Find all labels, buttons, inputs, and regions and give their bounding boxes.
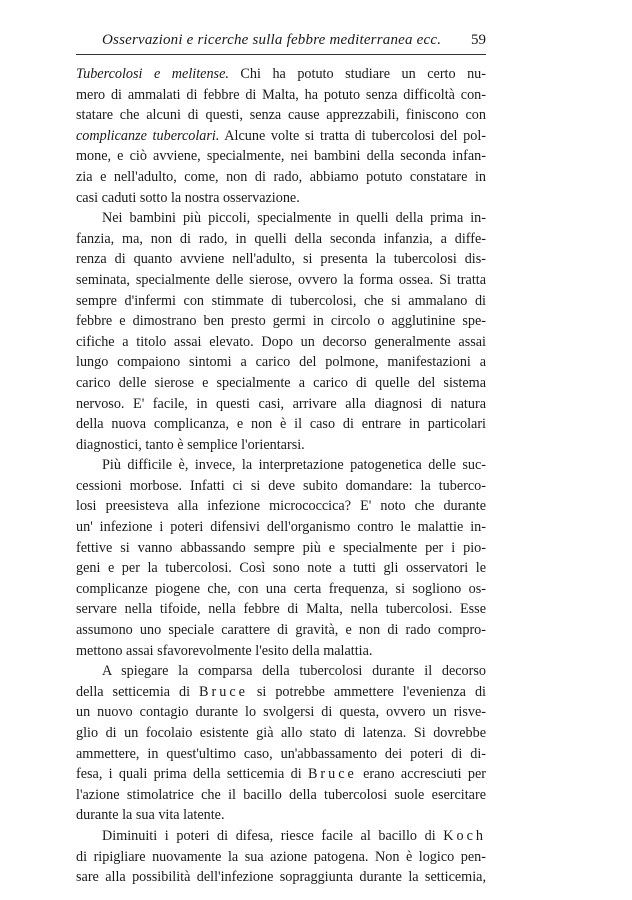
text-line	[76, 496, 486, 517]
text-run: A spiegare la comparsa della tubercolosi durante il decorso	[102, 663, 486, 680]
italic-run: complicanze tubercolari.	[76, 127, 220, 144]
page-number: 59	[471, 32, 486, 48]
paragraph	[76, 661, 486, 826]
text-line	[76, 85, 486, 106]
text-line	[76, 826, 486, 847]
text-run: si potrebbe ammettere l'evenienza di	[247, 683, 486, 700]
text-run: un nuovo contagio durante lo svolgersi di questa, ovvero un risve-	[76, 704, 486, 721]
text-run: assumono uno speciale carattere di gravità, e non di rado compro-	[76, 622, 486, 639]
spaced-name: Bruce	[199, 683, 248, 700]
text-run: un' infezione i poteri difensivi dell'organismo contro le malattie in-	[76, 519, 486, 536]
text-line	[76, 847, 486, 868]
paragraph	[76, 826, 486, 888]
text-line	[76, 105, 486, 126]
text-line	[76, 208, 486, 229]
running-title: Osservazioni e ricerche sulla febbre mediterranea ecc.	[102, 32, 442, 48]
text-run: lungo compaiono sintomi a carico del polmone, manifestazioni a	[76, 354, 486, 371]
text-line	[76, 435, 486, 456]
text-run: carico delle sierose e specialmente a carico di quelle del sistema	[76, 374, 486, 391]
text-run: zia e nell'adulto, come, non di rado, abbiamo potuto constatare in	[76, 168, 486, 185]
text-run: fesa, i quali prima della setticemia di	[76, 766, 308, 783]
text-line	[76, 744, 486, 765]
text-run: sare alla possibilità dell'infezione sopraggiunta durante la setticemia,	[76, 869, 486, 886]
text-line	[76, 517, 486, 538]
text-run: fanzia, ma, non di rado, in quelli della seconda infanzia, a diffe-	[76, 230, 486, 247]
text-run: mero di ammalati di febbre di Malta, ha potuto senza difficoltà con-	[76, 86, 486, 103]
text-run: sempre d'infermi con stimmate di tubercolosi, che si ammalano di	[76, 292, 486, 309]
text-line	[76, 455, 486, 476]
spaced-name: Koch	[443, 827, 486, 844]
text-line	[76, 146, 486, 167]
text-line	[76, 579, 486, 600]
text-line	[76, 167, 486, 188]
text-run: casi caduti sotto la nostra osservazione.	[76, 189, 300, 206]
text-line	[76, 229, 486, 250]
text-line	[76, 682, 486, 703]
text-run: diagnostici, tanto è semplice l'orientarsi.	[76, 436, 305, 453]
text-run: Chi ha potuto studiare un certo nu-	[228, 66, 486, 82]
text-line	[76, 785, 486, 806]
text-line	[76, 291, 486, 312]
italic-run: Tubercolosi e melitense.	[76, 66, 229, 82]
text-run: ammettere, in quest'ultimo caso, un'abbassamento dei poteri di di-	[76, 745, 486, 762]
text-run: glio di un focolaio esistente già allo stato di latenza. Si dovrebbe	[76, 725, 486, 741]
text-line	[76, 764, 486, 785]
text-line	[76, 476, 486, 497]
text-run: complicanze piogene che, con una certa frequenza, si sogliono os-	[76, 580, 486, 597]
text-line	[76, 352, 486, 373]
text-run: erano accresciuti per	[356, 766, 486, 783]
text-run: mone, e ciò avviene, specialmente, nei bambini della seconda infan-	[76, 148, 486, 165]
text-line	[76, 599, 486, 620]
text-run: seminata, specialmente delle sierose, ovvero la forma ossea. Si tratta	[76, 271, 486, 288]
header-rule	[76, 54, 486, 55]
text-line	[76, 723, 486, 744]
text-run: Diminuiti i poteri di difesa, riesce facile al bacillo di	[102, 827, 444, 844]
text-run: mettono assai sfavorevolmente l'esito della malattia.	[76, 642, 373, 659]
body-text	[76, 64, 486, 888]
text-run: cessioni morbose. Infatti ci si deve subito domandare: la tuberco-	[76, 477, 486, 494]
text-run: Alcune volte si tratta di tubercolosi del pol-	[219, 127, 486, 144]
text-line	[76, 538, 486, 559]
text-line	[76, 126, 486, 147]
text-run: nervoso. E' facile, in questi casi, arrivare alla diagnosi di natura	[76, 395, 486, 412]
text-run: statare che alcuni di questi, senza cause apprezzabili, finiscono con	[76, 107, 486, 124]
text-run: Nei bambini più piccoli, specialmente in quelli della prima in-	[102, 210, 486, 227]
text-line	[76, 661, 486, 682]
text-line	[76, 641, 486, 662]
text-line	[76, 805, 486, 826]
text-line	[76, 332, 486, 353]
text-run: Più difficile è, invece, la interpretazione patogenetica delle suc-	[102, 457, 486, 474]
text-run: renza di quanto avviene nell'adulto, si presenta la tubercolosi dis-	[76, 251, 486, 268]
text-line	[76, 64, 486, 85]
text-run: febbre e dimostrano ben presto germi in circolo o agglutinine spe-	[76, 313, 486, 330]
text-run: della setticemia di	[76, 683, 200, 700]
text-line	[76, 702, 486, 723]
text-line	[76, 394, 486, 415]
text-line	[76, 620, 486, 641]
text-line	[76, 414, 486, 435]
text-run: servare nella tifoide, nella febbre di Malta, nella tubercolosi. Esse	[76, 601, 486, 618]
text-line	[76, 373, 486, 394]
text-run: durante la sua vita latente.	[76, 807, 225, 824]
text-run: cifiche a titolo assai elevato. Dopo un decorso generalmente assai	[76, 333, 486, 350]
paragraph	[76, 455, 486, 661]
page-header	[76, 32, 486, 54]
text-line	[76, 270, 486, 291]
text-run: fettive si vanno abbassando sempre più e specialmente per i pio-	[76, 539, 486, 556]
text-run: della nuova complicanza, e non è il caso di entrare in particolari	[76, 416, 486, 433]
text-line	[76, 188, 486, 209]
text-run: geni e per la tubercolosi. Così sono note a tutti gli osservatori le	[76, 560, 486, 577]
text-line	[76, 558, 486, 579]
text-run: di ripigliare nuovamente la sua azione patogena. Non è logico pen-	[76, 848, 486, 865]
spaced-name: Bruce	[307, 766, 357, 783]
text-run: losi preesisteva alla infezione micrococcica? E' noto che durante	[76, 498, 486, 515]
paragraph	[76, 208, 486, 455]
text-line	[76, 867, 486, 888]
text-line	[76, 311, 486, 332]
paragraph	[76, 64, 486, 208]
text-line	[76, 249, 486, 270]
text-run: l'azione stimolatrice che il bacillo della tubercolosi suole esercitare	[76, 786, 486, 803]
